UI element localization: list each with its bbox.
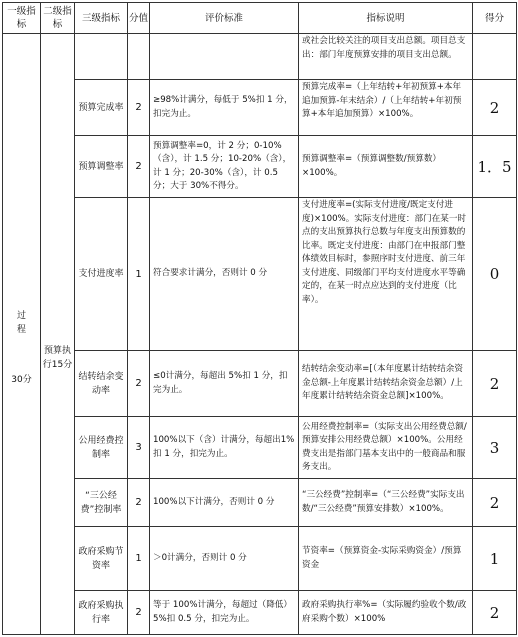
row-score: 2 [473,591,517,635]
group-level1-cell [3,34,41,635]
row-description: 预算完成率=（上年结转+年初预算+本年追加预算-年末结余）/（上年结转+年初预算+本年追加预算）×100%。 [299,80,473,136]
header-weight: 分值 [128,3,150,34]
table-row [3,80,517,136]
row-name: “三公经费”控制率 [75,479,128,527]
row-criteria: 等于 100%计满分，每超过（降低）5%扣 0.5 分，扣完为止。 [150,591,299,635]
row-criteria: 100%以下（含）计满分，每超出1%扣 1 分，扣完为止。 [150,417,299,479]
row-weight: 2 [128,479,150,527]
header-level3: 三级指标 [75,3,128,34]
row-weight: 2 [128,591,150,635]
row-criteria: ≥98%计满分，每低于 5%扣 1 分，扣完为止。 [150,80,299,136]
row-description: 支付进度率=(实际支付进度/既定支付进度)×100%。实际支付进度：部门在某一时点的支出预算执行总数与年度支出预算数的比率。既定支付进度：由部门在申报部门整体绩效目标时，参照序时支付进度、前三年支付进度、同级部门平均支付进度水平等确定的，在某一时点应达到的支付进度（比率）。 [299,198,473,351]
row-score: 0 [473,198,517,351]
table-row [3,136,517,198]
row-weight: 3 [128,417,150,479]
level1-text-b: 程 [16,325,26,335]
table-row [3,591,517,635]
row-score: 3 [473,417,517,479]
row-description: 节资率=（预算资金-实际采购资金）/预算资金 [299,527,473,591]
group-level2-cell [41,34,75,635]
table-row [3,479,517,527]
row-criteria: 符合要求计满分，否则计 0 分 [150,198,299,351]
evaluation-table [2,2,517,635]
row-weight: 2 [128,80,150,136]
header-description: 指标说明 [299,3,473,34]
table-row [3,351,517,417]
row-name: 政府采购节资率 [75,527,128,591]
header-level2: 二级指标 [41,3,75,34]
table-row [3,34,517,80]
table-row [3,417,517,479]
row-weight: 2 [128,351,150,417]
header-level1: 一级指标 [3,3,41,34]
level2-text: 预算执行15分 [42,346,73,370]
table-row [3,198,517,351]
row-weight: 2 [128,136,150,198]
header-score: 得分 [473,3,517,34]
table-row [3,527,517,591]
level1-text-c: 30分 [11,375,32,385]
row-description: “三公经费”控制率=（“三公经费”实际支出数/“三公经费”预算安排数）×100%。 [299,479,473,527]
row-name: 预算调整率 [75,136,128,198]
level1-text-a: 过 [16,311,26,321]
row-description: 政府采购执行率%=（实际履约验收个数/政府采购个数）×100% [299,591,473,635]
row-score: 2 [473,351,517,417]
row-criteria: ≤0计满分，每超出 5%扣 1 分，扣完为止。 [150,351,299,417]
row-description: 预算调整率=（预算调整数/预算数）×100%。 [299,136,473,198]
row-criteria: ＞0计满分，否则计 0 分 [150,527,299,591]
row-criteria: 预算调整率=0，计 2 分；0-10%（含），计 1.5 分；10-20%（含），计 1 分；20-30%（含），计 0.5 分；大于 30%不得分。 [150,136,299,198]
row-description: 公用经费控制率=（实际支出公用经费总额/预算安排公用经费总额）×100%。公用经费支出是指部门基本支出中的一般商品和服务支出。 [299,417,473,479]
row-score: 2 [473,479,517,527]
row-weight: 1 [128,198,150,351]
row-name: 结转结余变动率 [75,351,128,417]
row-criteria: 100%以下计满分，否则计 0 分 [150,479,299,527]
header-row [3,3,517,34]
row-name: 政府采购执行率 [75,591,128,635]
row-description: 或社会比较关注的项目支出总额。项目总支出：部门年度预算安排的项目支出总额。 [299,34,473,80]
row-name: 预算完成率 [75,80,128,136]
row-score: 1．5 [473,136,517,198]
row-weight: 1 [128,527,150,591]
row-name: 支付进度率 [75,198,128,351]
row-description: 结转结余变动率=[（本年度累计结转结余资金总额-上年度累计结转结余资金总额）/上年度累计结转结余资金总额]×100%。 [299,351,473,417]
row-name: 公用经费控制率 [75,417,128,479]
row-score: 2 [473,80,517,136]
header-criteria: 评价标准 [150,3,299,34]
row-score: 1 [473,527,517,591]
